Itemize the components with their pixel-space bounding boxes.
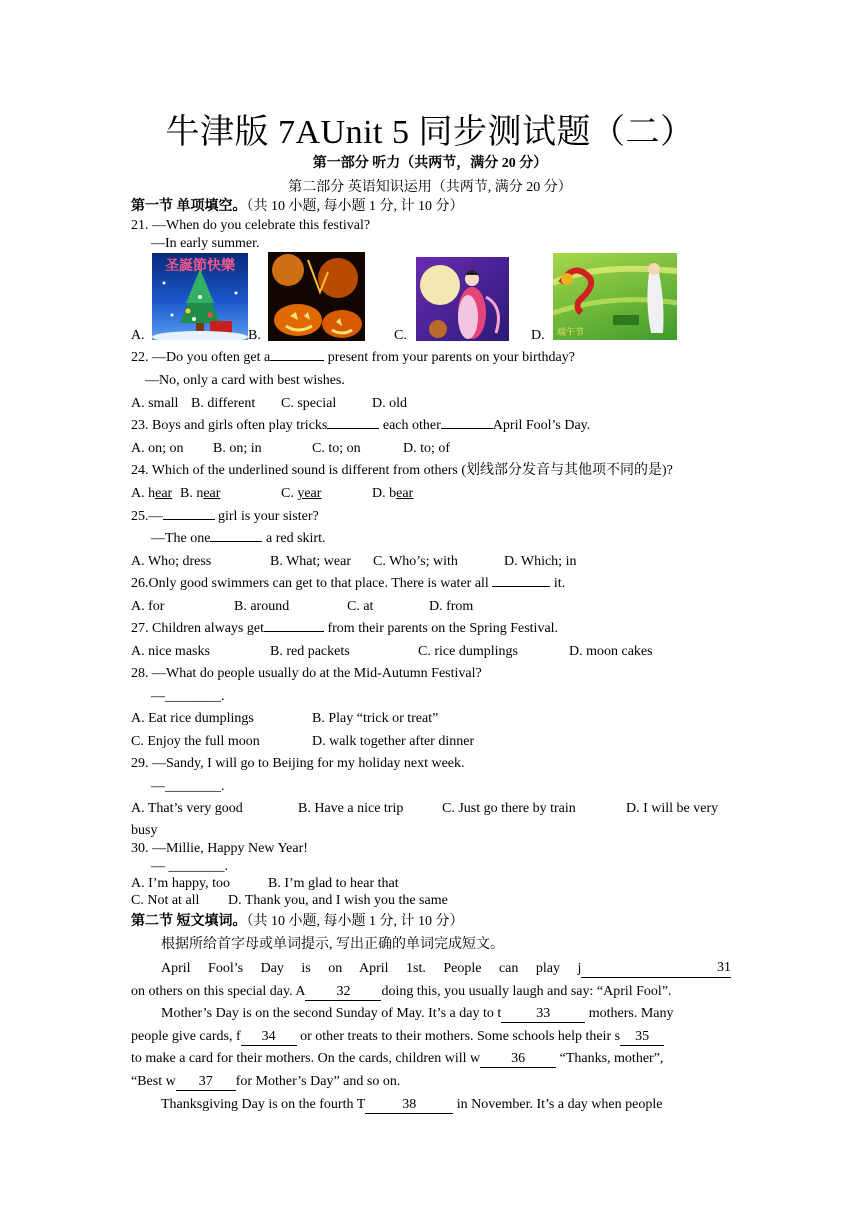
q27-option-b: B. red packets xyxy=(270,644,350,659)
q26-option-b: B. around xyxy=(234,599,290,614)
q24-option-c: C. year xyxy=(281,486,322,501)
passage-line-6: “Best w 37 for Mother’s Day” and so on. xyxy=(131,1074,401,1089)
section2-note: （共 10 小题, 每小题 1 分, 计 10 分） xyxy=(246,914,464,929)
christmas-image-caption: 圣誕節快樂 xyxy=(165,258,235,274)
q30-option-d: D. Thank you, and I wish you the same xyxy=(228,893,448,908)
section2-heading xyxy=(131,913,464,931)
q30-option-c: C. Not at all xyxy=(131,893,200,908)
q27-option-c: C. rice dumplings xyxy=(418,644,518,659)
q22-blank xyxy=(270,360,324,361)
q22-option-c: C. special xyxy=(281,396,337,411)
blank-35: 35 xyxy=(620,1029,664,1046)
q23-option-c: C. to; on xyxy=(312,441,361,456)
q29-option-a: A. That’s very good xyxy=(131,801,243,816)
passage-line-1: April Fool’s Day is on April 1st. People can play j 31 xyxy=(161,960,731,976)
q27-option-a: A. nice masks xyxy=(131,644,210,659)
q28-option-a: A. Eat rice dumplings xyxy=(131,711,254,726)
section2-label: 第二节 短文填词。 xyxy=(131,914,247,929)
passage-line-2: on others on this special day. A 32 doing this, you usually laugh and say: “April Fool”. xyxy=(131,984,672,999)
q26-option-c: C. at xyxy=(347,599,374,614)
q29-option-c: C. Just go there by train xyxy=(442,801,576,816)
passage-line-4-content: people give cards, f 34 or other treats to their mothers. Some schools help their s 35 xyxy=(131,1028,664,1046)
instructions: 根据所给首字母或单词提示, 写出正确的单词完成短文。 xyxy=(161,937,504,952)
blank-36: 36 xyxy=(480,1051,556,1068)
q21-answer: —In early summer. xyxy=(151,236,260,251)
q27-option-d: D. moon cakes xyxy=(569,644,653,659)
q23-option-a: A. on; on xyxy=(131,441,184,456)
q24-option-d: D. bear xyxy=(372,486,414,501)
q29-option-b: B. Have a nice trip xyxy=(298,801,404,816)
q21-option-c: C. xyxy=(394,328,407,343)
q22-question: 22. —Do you often get a present from your parents on your birthday? xyxy=(131,350,575,365)
part1-heading: 第一部分 听力（共两节，满分 20 分） xyxy=(312,156,548,171)
q29-option-d: D. I will be very xyxy=(626,801,719,816)
q25-answer: —The one a red skirt. xyxy=(151,531,326,546)
page-title: 牛津版 7AUnit 5 同步测试题（二） xyxy=(165,114,695,151)
q27-question: 27. Children always get from their parents on the Spring Festival. xyxy=(131,621,559,636)
q30-question: 30. —Millie, Happy New Year! xyxy=(131,841,308,856)
q30-option-b: B. I’m glad to hear that xyxy=(268,876,399,891)
q29-question: 29. —Sandy, I will go to Beijing for my holiday next week. xyxy=(131,756,465,771)
q25-option-c: C. Who’s; with xyxy=(373,554,458,569)
passage-line-7: Thanksgiving Day is on the fourth T 38 in November. It’s a day when people xyxy=(161,1097,663,1112)
q22-option-d: D. old xyxy=(372,396,407,411)
q30-option-a: A. I’m happy, too xyxy=(131,876,231,891)
part2-heading: 第二部分 英语知识运用（共两节, 满分 20 分） xyxy=(288,180,572,195)
passage-line-3: Mother’s Day is on the second Sunday of May. It’s a day to t 33 mothers. Many xyxy=(161,1006,674,1021)
q24-option-a: A. hear xyxy=(131,486,173,501)
christmas-image xyxy=(152,253,248,340)
section1-heading xyxy=(131,198,464,216)
q29-option-d-wrap: busy xyxy=(131,823,158,838)
q24-option-b: B. near xyxy=(180,486,221,501)
dragon-boat-image xyxy=(553,253,677,340)
q21-option-b: B. xyxy=(248,328,261,343)
section1-label: 第一节 单项填空。 xyxy=(131,199,247,214)
q23-option-b: B. on; in xyxy=(213,441,262,456)
mid-autumn-image xyxy=(416,257,509,341)
blank-33: 33 xyxy=(501,1006,585,1023)
q25-option-b: B. What; wear xyxy=(270,554,351,569)
q28-option-d: D. walk together after dinner xyxy=(312,734,475,749)
q25-option-a: A. Who; dress xyxy=(131,554,212,569)
q21-question: 21. —When do you celebrate this festival? xyxy=(131,218,371,233)
passage-line-5: to make a card for their mothers. On the cards, children will w 36 “Thanks, mother”, xyxy=(131,1051,664,1066)
q28-question: 28. —What do people usually do at the Mid-Autumn Festival? xyxy=(131,666,482,681)
blank-32: 32 xyxy=(305,984,381,1001)
q28-answer: —________. xyxy=(151,689,225,704)
q30-answer: — ________. xyxy=(151,859,228,874)
q26-question: 26.Only good swimmers can get to that place. There is water all it. xyxy=(131,576,566,591)
q26-option-a: A. for xyxy=(131,599,165,614)
q22-answer: —No, only a card with best wishes. xyxy=(145,373,345,388)
blank-34: 34 xyxy=(241,1029,297,1046)
q21-option-d: D. xyxy=(531,328,545,343)
q29-answer: —________. xyxy=(151,779,225,794)
halloween-image xyxy=(268,252,365,341)
q28-option-b: B. Play “trick or treat” xyxy=(312,711,439,726)
q21-option-a: A. xyxy=(131,328,145,343)
q28-option-c: C. Enjoy the full moon xyxy=(131,734,260,749)
blank-37: 37 xyxy=(176,1074,236,1091)
q22-option-b: B. different xyxy=(191,396,256,411)
section1-note: （共 10 小题, 每小题 1 分, 计 10 分） xyxy=(246,199,464,214)
q22-option-a: A. small xyxy=(131,396,179,411)
dragon-boat-image-caption: 端午节 xyxy=(557,328,585,338)
q23-option-d: D. to; of xyxy=(403,441,451,456)
q26-option-d: D. from xyxy=(429,599,474,614)
blank-38: 38 xyxy=(365,1097,453,1114)
q24-question: 24. Which of the underlined sound is different from others (划线部分发音与其他项不同的是)? xyxy=(131,463,673,478)
blank-31: 31 xyxy=(581,960,731,978)
q25-question: 25.— girl is your sister? xyxy=(131,509,319,524)
q23-question: 23. Boys and girls often play tricks each other April Fool’s Day. xyxy=(131,418,591,433)
q25-option-d: D. Which; in xyxy=(504,554,577,569)
